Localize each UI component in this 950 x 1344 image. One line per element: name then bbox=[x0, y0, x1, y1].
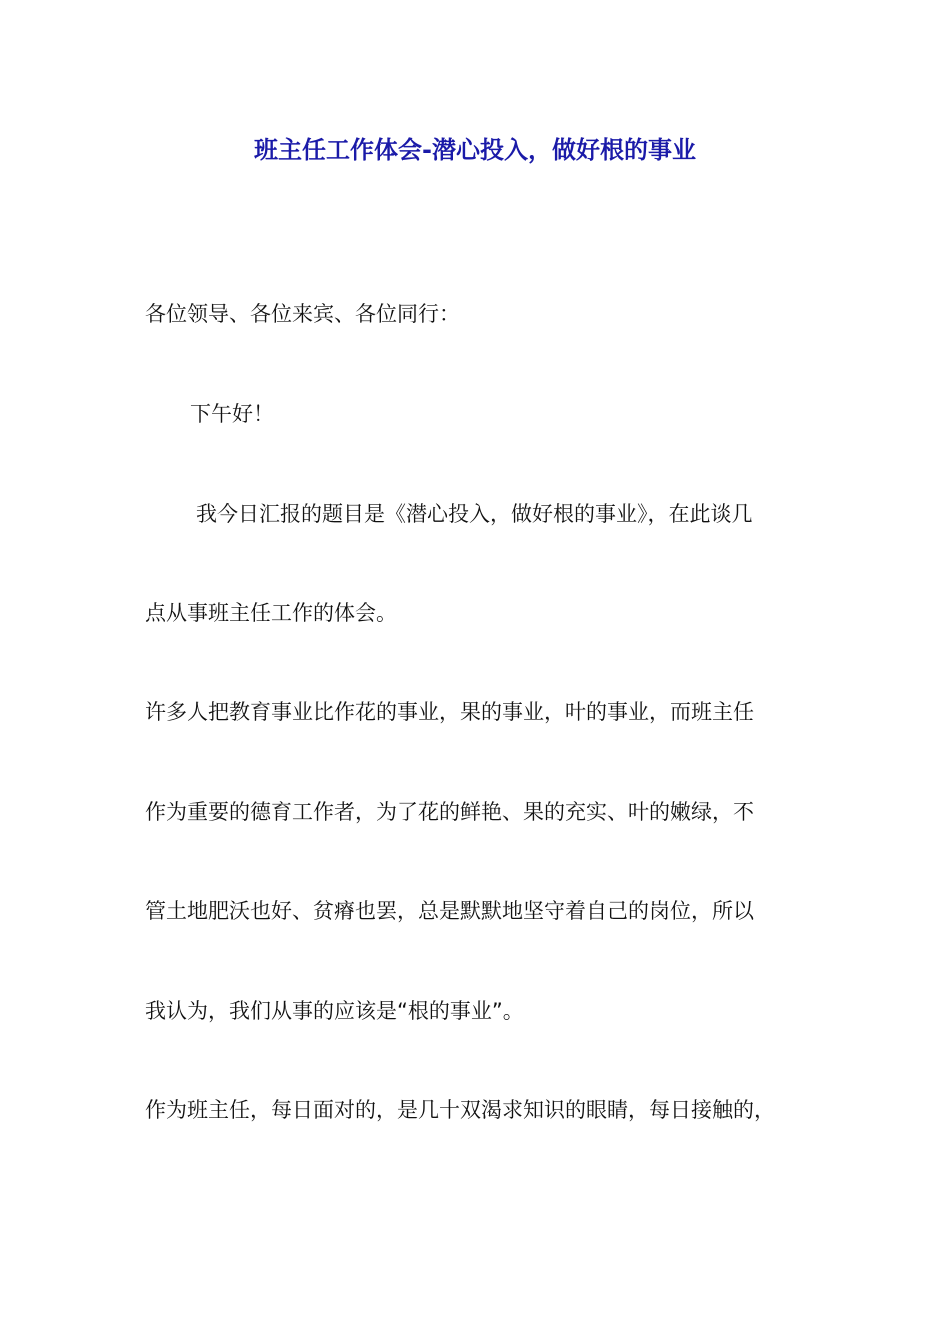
body-line: 我今日汇报的题目是《潜心投入，做好根的事业》，在此谈几 bbox=[196, 502, 753, 526]
body-line: 作为班主任，每日面对的，是几十双渴求知识的眼睛，每日接触的， bbox=[145, 1098, 775, 1122]
salutation-line: 各位领导、各位来宾、各位同行： bbox=[145, 302, 460, 326]
body-line: 许多人把教育事业比作花的事业，果的事业，叶的事业，而班主任 bbox=[145, 700, 754, 724]
document-title: 班主任工作体会-潜心投入，做好根的事业 bbox=[254, 136, 696, 164]
body-line: 作为重要的德育工作者，为了花的鲜艳、果的充实、叶的嫩绿，不 bbox=[145, 800, 754, 824]
body-line: 点从事班主任工作的体会。 bbox=[145, 601, 397, 625]
body-line: 我认为，我们从事的应该是“根的事业”。 bbox=[145, 999, 524, 1023]
greeting-line: 下午好！ bbox=[190, 402, 274, 426]
body-line: 管土地肥沃也好、贫瘠也罢，总是默默地坚守着自己的岗位，所以 bbox=[145, 899, 754, 923]
